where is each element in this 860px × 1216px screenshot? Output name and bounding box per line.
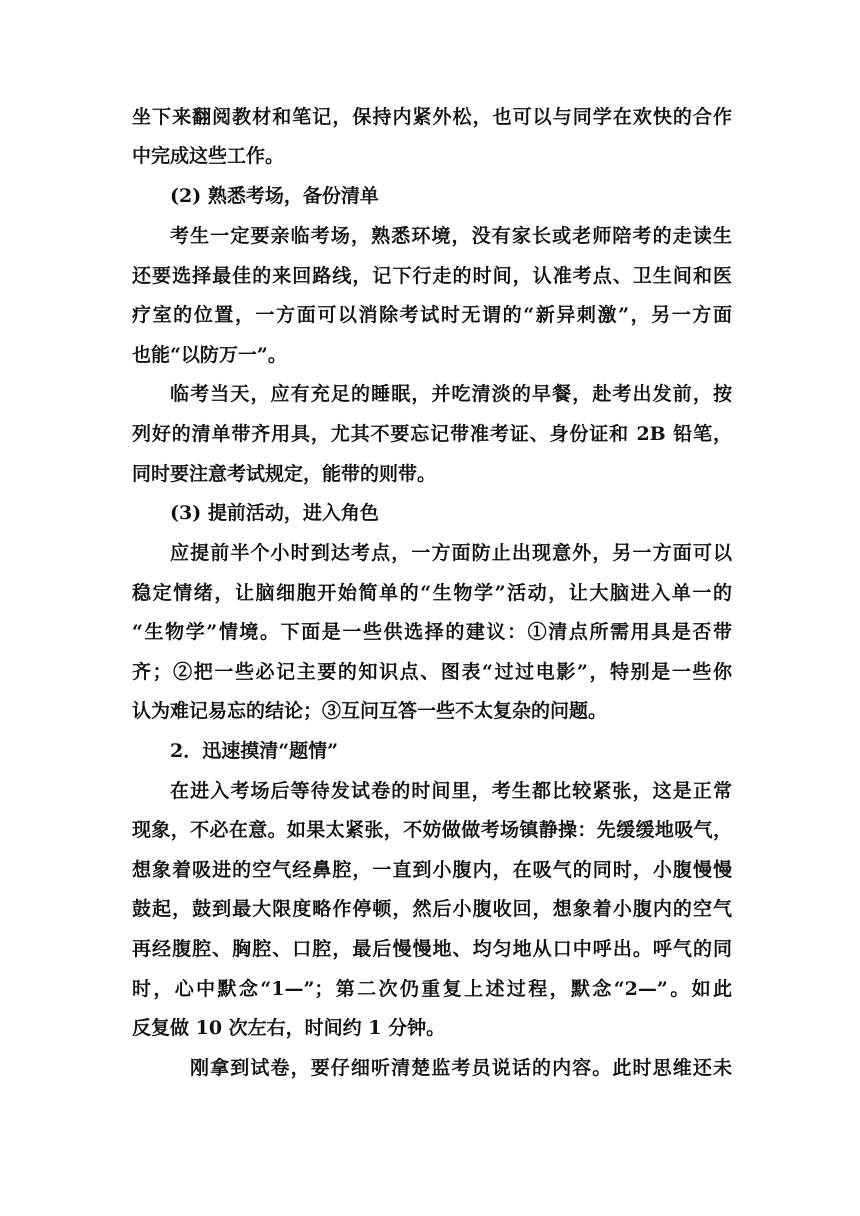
paragraph-line: 时，心中默念“1—”；第二次仍重复上述过程，默念“2—”。如此 [132, 978, 732, 1000]
paragraph-line: 齐；②把一些必记主要的知识点、图表“过过电影”，特别是一些你 [132, 661, 732, 683]
paragraph-line: 疗室的位置，一方面可以消除考试时无谓的“新异刺激”，另一方面 [132, 304, 732, 326]
paragraph-line: 在进入考场后等待发试卷的时间里，考生都比较紧张，这是正常 [170, 780, 732, 802]
paragraph-line: 考生一定要亲临考场，熟悉环境，没有家长或老师陪考的走读生 [170, 225, 732, 247]
paragraph-line: 再经腹腔、胸腔、口腔，最后慢慢地、均匀地从口中呼出。呼气的同 [132, 938, 732, 960]
paragraph-line: 还要选择最佳的来回路线，记下行走的时间，认准考点、卫生间和医 [132, 265, 732, 287]
paragraph-line: 现象，不必在意。如果太紧张，不妨做做考场镇静操：先缓缓地吸气， [132, 819, 732, 841]
paragraph-line: 反复做 10 次左右，时间约 1 分钟。 [132, 1017, 446, 1039]
paragraph-line: “生物学”情境。下面是一些供选择的建议：①清点所需用具是否带 [132, 621, 732, 643]
section-heading: (3) 提前活动，进入角色 [170, 502, 379, 524]
section-heading: (2) 熟悉考场，备份清单 [170, 185, 379, 207]
paragraph-line: 也能“以防万一”。 [132, 344, 287, 366]
paragraph-line: 鼓起，鼓到最大限度略作停顿，然后小腹收回，想象着小腹内的空气 [132, 898, 732, 920]
paragraph-line: 刚拿到试卷，要仔细听清楚监考员说话的内容。此时思维还未 [190, 1057, 732, 1079]
paragraph-line: 应提前半个小时到达考点，一方面防止出现意外，另一方面可以 [170, 542, 732, 564]
paragraph-line: 想象着吸进的空气经鼻腔，一直到小腹内，在吸气的同时，小腹慢慢 [132, 859, 732, 881]
paragraph-line: 坐下来翻阅教材和笔记，保持内紧外松，也可以与同学在欢快的合作 [132, 106, 732, 128]
paragraph-line: 列好的清单带齐用具，尤其不要忘记带准考证、身份证和 2B 铅笔， [132, 423, 732, 445]
paragraph-line: 中完成这些工作。 [132, 145, 285, 167]
paragraph-line: 临考当天，应有充足的睡眠，并吃清淡的早餐，赴考出发前，按 [170, 383, 732, 405]
paragraph-line: 认为难记易忘的结论；③互问互答一些不太复杂的问题。 [132, 700, 608, 722]
paragraph-line: 稳定情绪，让脑细胞开始简单的“生物学”活动，让大脑进入单一的 [132, 582, 732, 604]
section-heading: 2．迅速摸清“题情” [170, 740, 339, 762]
paragraph-line: 同时要注意考试规定，能带的则带。 [132, 463, 437, 485]
